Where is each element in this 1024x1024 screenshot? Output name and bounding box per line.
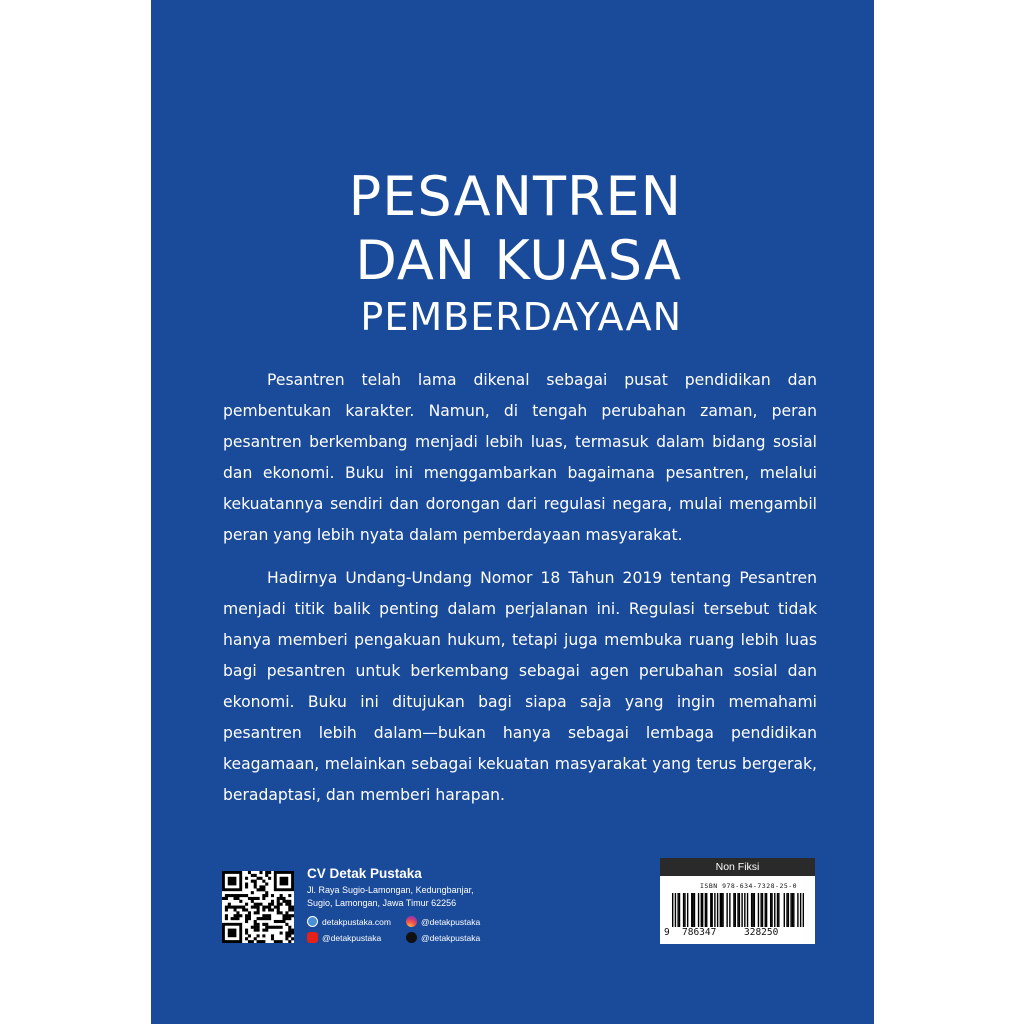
publisher-address-line-1: Jl. Raya Sugio-Lamongan, Kedungbanjar, bbox=[307, 885, 474, 895]
barcode-digits-right: 328250 bbox=[744, 927, 779, 938]
instagram-icon bbox=[406, 916, 417, 927]
title-line-2: DAN KUASA bbox=[355, 229, 682, 292]
tiktok-contact bbox=[406, 932, 516, 943]
youtube-text: @detakpustaka bbox=[322, 932, 382, 943]
instagram-text: @detakpustaka bbox=[421, 916, 481, 927]
isbn-number: ISBN 978-634-7328-25-0 bbox=[700, 882, 798, 890]
barcode-bars bbox=[672, 893, 804, 927]
title-line-3: PEMBERDAYAAN bbox=[360, 295, 682, 339]
globe-icon bbox=[307, 916, 318, 927]
title-line-1: PESANTREN bbox=[348, 165, 682, 228]
qr-code-image bbox=[222, 871, 294, 943]
instagram-contact bbox=[406, 916, 516, 927]
book-back-cover bbox=[151, 0, 874, 1024]
website-contact bbox=[307, 916, 406, 927]
synopsis-paragraph-1: Pesantren telah lama dikenal sebagai pusat pendidikan dan pembentukan karakter. Namun, di tengah perubahan zaman, peran pesantren berkembang menjadi lebih luas, termasuk dalam bidang sosial dan ekonomi. Buku ini menggambarkan bagaimana pesantren, melalui kekuatannya sendiri dan dorongan dari regulasi negara, mulai mengambil peran yang lebih nyata dalam pemberdayaan masyarakat. bbox=[223, 371, 817, 544]
book-synopsis bbox=[223, 365, 817, 823]
synopsis-paragraph-2: Hadirnya Undang-Undang Nomor 18 Tahun 2019 tentang Pesantren menjadi titik balik penting dalam perjalanan ini. Regulasi tersebut tidak hanya memberi pengakuan hukum, tetapi juga membuka ruang lebih luas bagi pesantren untuk berkembang sebagai agen perubahan sosial dan ekonomi. Buku ini ditujukan bagi siapa saja yang ingin memahami pesantren lebih dalam—bukan hanya sebagai lembaga pendidikan keagamaan, melainkan sebagai kekuatan masyarakat yang terus bergerak, beradaptasi, dan memberi harapan. bbox=[223, 569, 817, 804]
youtube-icon bbox=[307, 932, 318, 943]
tiktok-text: @detakpustaka bbox=[421, 932, 481, 943]
website-text: detakpustaka.com bbox=[322, 916, 391, 927]
publisher-info bbox=[307, 866, 567, 943]
publisher-address-line-2: Sugio, Lamongan, Jawa Timur 62256 bbox=[307, 898, 457, 908]
barcode-digits-left: 786347 bbox=[682, 927, 717, 938]
genre-label: Non Fiksi bbox=[660, 858, 815, 876]
tiktok-icon bbox=[406, 932, 417, 943]
isbn-barcode bbox=[660, 858, 815, 944]
book-title bbox=[151, 165, 682, 339]
publisher-name: CV Detak Pustaka bbox=[307, 866, 422, 881]
qr-code bbox=[222, 871, 294, 943]
youtube-contact bbox=[307, 932, 406, 943]
barcode-digit-first: 9 bbox=[664, 927, 670, 938]
publisher-contacts bbox=[307, 916, 567, 943]
